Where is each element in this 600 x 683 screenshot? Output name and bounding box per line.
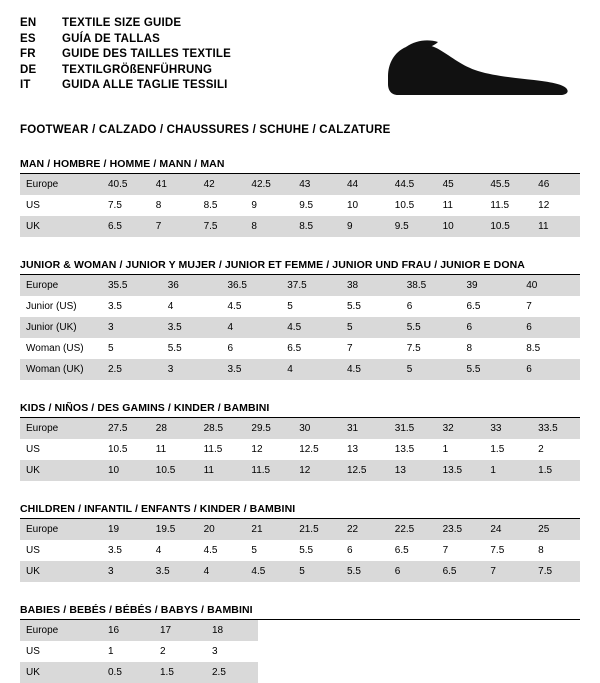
cell: 13: [346, 444, 359, 455]
cell: 5.5: [299, 545, 314, 556]
cell: 28.5: [198, 418, 246, 439]
group-title: JUNIOR & WOMAN / JUNIOR Y MUJER / JUNIOR ET FEMME / JUNIOR UND FRAU / JUNIOR E DONA: [20, 259, 580, 275]
cell: 8: [538, 545, 544, 556]
cell: 9.5: [389, 216, 437, 237]
cell: 12: [293, 460, 341, 481]
page-header: [20, 16, 580, 108]
cell: 32: [437, 418, 485, 439]
cell: 10.5: [484, 216, 532, 237]
cell: 28: [150, 418, 198, 439]
cell: 2: [160, 646, 166, 657]
cell: 21: [245, 519, 293, 540]
cell: 3: [102, 317, 162, 338]
language-code: DE: [20, 63, 37, 76]
cell: 6: [520, 359, 580, 380]
cell: 5: [293, 561, 341, 582]
cell: 16: [102, 620, 154, 641]
cell: 29.5: [245, 418, 293, 439]
language-title: TEXTILGRÖßENFÜHRUNG: [62, 63, 213, 76]
cell: 5.5: [461, 359, 521, 380]
language-row: [20, 78, 231, 94]
cell: 5: [341, 317, 401, 338]
cell: 4.5: [245, 561, 293, 582]
cell: 5.5: [401, 317, 461, 338]
cell: 11.5: [490, 200, 510, 211]
table-row: [20, 418, 580, 439]
cell: 18: [206, 620, 258, 641]
cell: 40.5: [102, 174, 150, 195]
cell: 10.5: [150, 460, 198, 481]
cell: 10: [437, 216, 485, 237]
cell: 42: [198, 174, 246, 195]
language-row: [20, 47, 231, 63]
cell: 4.5: [281, 317, 341, 338]
cell: 20: [198, 519, 246, 540]
cell: 8.5: [526, 343, 541, 354]
row-label: US: [26, 545, 40, 556]
cell: 12: [251, 444, 263, 455]
size-group-babies: [20, 604, 580, 683]
cell: 22: [341, 519, 389, 540]
table-row: [20, 338, 580, 359]
table-row: [20, 662, 580, 683]
table-row: [20, 540, 580, 561]
cell: 1: [442, 444, 449, 455]
row-label: Junior (US): [26, 301, 77, 312]
cell: 12.5: [341, 460, 389, 481]
cell: 33.5: [532, 418, 580, 439]
cell: 1: [108, 646, 114, 657]
cell: 17: [154, 620, 206, 641]
table-row: [20, 439, 580, 460]
cell: 6: [461, 317, 521, 338]
cell: 3: [102, 561, 150, 582]
cell: 8.5: [293, 216, 341, 237]
cell: 11: [155, 444, 167, 455]
row-label: UK: [20, 216, 102, 237]
table-row: [20, 296, 580, 317]
size-table-children: [20, 519, 580, 582]
cell: 5: [251, 545, 257, 556]
cell: 46: [532, 174, 580, 195]
cell: 22.5: [389, 519, 437, 540]
cell: 9: [341, 216, 389, 237]
cell: 4: [155, 545, 162, 556]
row-label: US: [26, 646, 40, 657]
cell: 7: [484, 561, 532, 582]
cell: 11: [198, 460, 246, 481]
row-label: US: [26, 200, 40, 211]
cell: 4: [198, 561, 246, 582]
cell: 10.5: [394, 200, 415, 211]
table-row: [20, 641, 580, 662]
cell: 6: [520, 317, 580, 338]
table-row: [20, 216, 580, 237]
language-title: GUIDA ALLE TAGLIE TESSILI: [62, 79, 228, 91]
cell: 19.5: [150, 519, 198, 540]
size-table-body: [20, 620, 580, 683]
cell: 10.5: [108, 444, 128, 455]
table-row: [20, 359, 580, 380]
cell: 25: [532, 519, 580, 540]
row-label: UK: [20, 561, 102, 582]
cell: 2: [538, 444, 544, 455]
row-label: UK: [20, 460, 102, 481]
size-table-man: [20, 174, 580, 237]
language-title: GUÍA DE TALLAS: [62, 32, 160, 45]
cell: 3.5: [150, 561, 198, 582]
cell-empty: [258, 662, 580, 683]
cell: 9: [251, 200, 257, 211]
cell: 5.5: [167, 343, 182, 354]
language-row: [20, 63, 231, 79]
cell: 6.5: [466, 301, 481, 312]
cell: 36.5: [222, 275, 282, 296]
cell: 5: [287, 301, 293, 312]
cell: 45.5: [484, 174, 532, 195]
language-titles-body: [20, 16, 231, 94]
size-group-kids: [20, 402, 580, 481]
cell: 5.5: [341, 561, 389, 582]
size-group-children: [20, 503, 580, 582]
cell: 35.5: [102, 275, 162, 296]
row-label: UK: [20, 662, 102, 683]
cell: 10: [346, 200, 359, 211]
size-table-kids: [20, 418, 580, 481]
cell: 6: [406, 301, 413, 312]
row-label: Europe: [20, 174, 102, 195]
cell: 40: [520, 275, 580, 296]
language-title: GUIDE DES TAILLES TEXTILE: [62, 48, 231, 60]
language-code: IT: [20, 79, 31, 91]
cell: 4: [222, 317, 282, 338]
cell: 45: [437, 174, 485, 195]
table-row: [20, 460, 580, 481]
cell: 2.5: [206, 662, 258, 683]
size-table-junior-woman: [20, 275, 580, 380]
cell: 8.5: [203, 200, 218, 211]
cell: 6.5: [102, 216, 150, 237]
cell: 1.5: [154, 662, 206, 683]
cell: 3.5: [222, 359, 282, 380]
cell: 7.5: [490, 545, 505, 556]
size-group-junior-woman: [20, 259, 580, 380]
cell: 13.5: [394, 444, 415, 455]
row-label: Europe: [20, 620, 102, 641]
group-title: MAN / HOMBRE / HOMME / MANN / MAN: [20, 158, 580, 174]
cell: 36: [162, 275, 222, 296]
cell: 1.5: [532, 460, 580, 481]
cell: 7.5: [198, 216, 246, 237]
footwear-section-title: FOOTWEAR / CALZADO / CHAUSSURES / SCHUHE / CALZATURE: [20, 124, 391, 136]
cell: 21.5: [293, 519, 341, 540]
cell: 38: [341, 275, 401, 296]
cell: 19: [102, 519, 150, 540]
row-label: US: [26, 444, 40, 455]
cell: 38.5: [401, 275, 461, 296]
cell: 8: [245, 216, 293, 237]
row-label: Woman (US): [26, 343, 84, 354]
row-label: Junior (UK): [20, 317, 102, 338]
cell: 13.5: [437, 460, 485, 481]
cell: 4: [167, 301, 174, 312]
cell: 12.5: [299, 444, 319, 455]
cell: 3.5: [162, 317, 222, 338]
cell: 43: [293, 174, 341, 195]
cell: 37.5: [281, 275, 341, 296]
table-row: [20, 275, 580, 296]
table-row: [20, 195, 580, 216]
size-table-body: [20, 418, 580, 481]
language-code: ES: [20, 32, 36, 45]
cell: 42.5: [245, 174, 293, 195]
group-title: CHILDREN / INFANTIL / ENFANTS / KINDER / BAMBINI: [20, 503, 580, 519]
cell: 9.5: [299, 200, 314, 211]
cell: 13: [389, 460, 437, 481]
language-row: [20, 32, 231, 48]
language-row: [20, 16, 231, 32]
table-row: [20, 620, 580, 641]
size-group-man: [20, 158, 580, 237]
cell: 6: [389, 561, 437, 582]
cell: 7: [150, 216, 198, 237]
cell: 3: [212, 646, 218, 657]
cell: 44.5: [389, 174, 437, 195]
cell: 11: [442, 200, 453, 211]
size-table-body: [20, 275, 580, 380]
cell: 39: [461, 275, 521, 296]
cell: 11.5: [203, 444, 223, 455]
cell: 6.5: [287, 343, 302, 354]
cell: 31: [341, 418, 389, 439]
cell: 33: [484, 418, 532, 439]
language-titles: [20, 16, 231, 94]
cell: 10: [102, 460, 150, 481]
row-label: Europe: [20, 275, 102, 296]
cell: 6.5: [394, 545, 409, 556]
language-code: EN: [20, 17, 37, 29]
cell: 6: [346, 545, 353, 556]
group-title: KIDS / NIÑOS / DES GAMINS / KINDER / BAMBINI: [20, 402, 580, 418]
row-label: Woman (UK): [20, 359, 102, 380]
cell: 8: [155, 200, 162, 211]
cell: 11: [532, 216, 580, 237]
cell: 23.5: [437, 519, 485, 540]
size-table-body: [20, 519, 580, 582]
cell: 7: [526, 301, 532, 312]
cell: 24: [484, 519, 532, 540]
cell-empty: [258, 620, 580, 641]
cell: 3.5: [108, 301, 122, 312]
size-table-babies: [20, 620, 580, 683]
cell: 4.5: [341, 359, 401, 380]
cell: 5.5: [347, 301, 361, 312]
cell: 11.5: [245, 460, 293, 481]
table-row: [20, 519, 580, 540]
cell: 7: [442, 545, 449, 556]
cell: 1: [484, 460, 532, 481]
cell: 31.5: [389, 418, 437, 439]
table-row: [20, 174, 580, 195]
cell: 7: [347, 343, 353, 354]
row-label: Europe: [20, 519, 102, 540]
cell: 7.5: [406, 343, 421, 354]
cell-empty: [258, 641, 580, 662]
cell: 2.5: [102, 359, 162, 380]
dress-shoe-icon: [382, 30, 572, 100]
cell: 5: [108, 343, 114, 354]
size-table-body: [20, 174, 580, 237]
row-label: Europe: [20, 418, 102, 439]
cell: 0.5: [102, 662, 154, 683]
cell: 41: [150, 174, 198, 195]
cell: 6.5: [437, 561, 485, 582]
cell: 3.5: [108, 545, 122, 556]
language-code: FR: [20, 48, 36, 60]
cell: 4: [281, 359, 341, 380]
cell: 6: [227, 343, 234, 354]
cell: 12: [538, 200, 550, 211]
cell: 4.5: [227, 301, 242, 312]
table-row: [20, 317, 580, 338]
cell: 5: [401, 359, 461, 380]
cell: 3: [162, 359, 222, 380]
table-row: [20, 561, 580, 582]
cell: 7.5: [108, 200, 122, 211]
cell: 7.5: [532, 561, 580, 582]
cell: 1.5: [490, 444, 505, 455]
cell: 30: [293, 418, 341, 439]
cell: 27.5: [102, 418, 150, 439]
group-title: BABIES / BEBÉS / BÉBÉS / BABYS / BAMBINI: [20, 604, 580, 620]
cell: 4.5: [203, 545, 218, 556]
cell: 44: [341, 174, 389, 195]
language-title: TEXTILE SIZE GUIDE: [62, 17, 182, 29]
cell: 8: [466, 343, 473, 354]
